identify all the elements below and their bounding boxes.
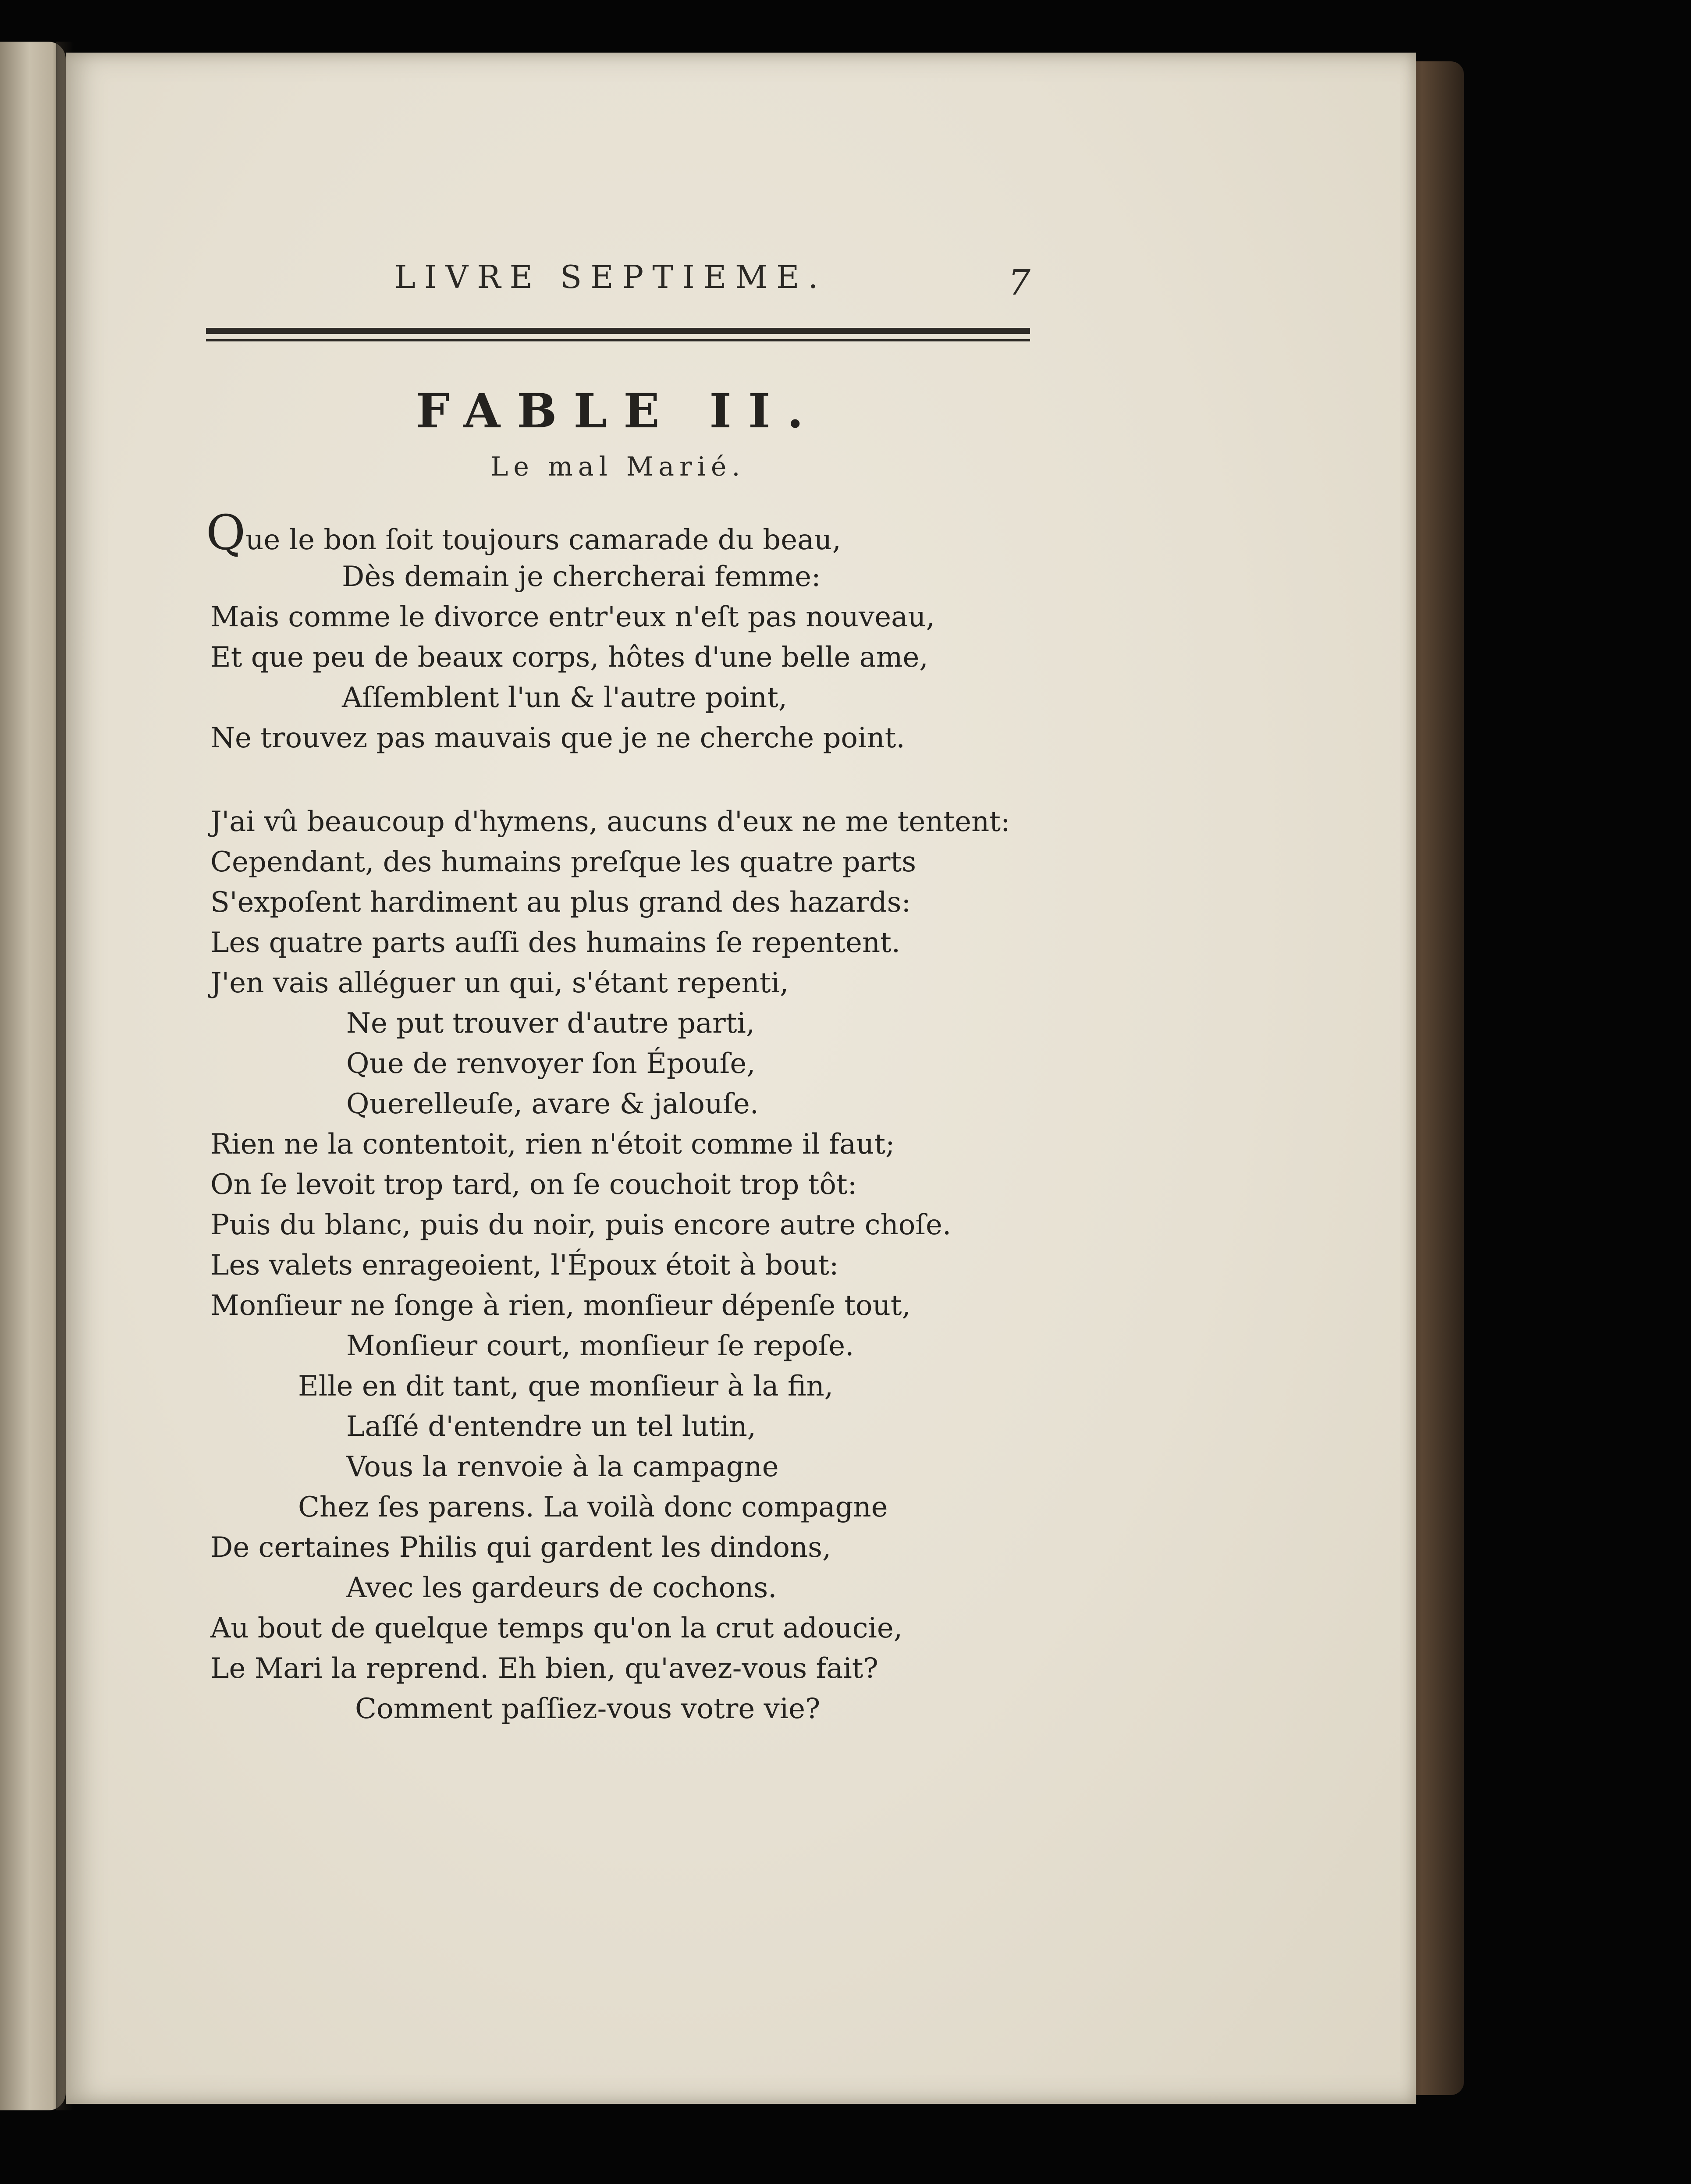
poem-line: Elle en dit tant, que monſieur à la fin, [298, 1370, 834, 1403]
poem-line: S'expoſent hardiment au plus grand des hazards: [210, 886, 911, 919]
poem-line: Le Mari la reprend. Eh bien, qu'avez-vous fait? [210, 1652, 878, 1685]
header-rule-thick [206, 328, 1030, 334]
poem-line: Que de renvoyer ſon Épouſe, [346, 1048, 756, 1080]
poem-line: Mais comme le divorce entr'eux n'eſt pas nouveau, [210, 601, 935, 633]
book-page [66, 53, 1416, 2104]
poem-line: J'ai vû beaucoup d'hymens, aucuns d'eux ne me tentent: [210, 806, 1010, 838]
running-head: LIVRE SEPTIEME. [394, 259, 827, 295]
header-rule-thin [206, 339, 1030, 341]
poem-line: Les valets enrageoient, l'Époux étoit à bout: [210, 1249, 839, 1282]
poem-line: Et que peu de beaux corps, hôtes d'une belle ame, [210, 641, 928, 674]
poem-line: Chez ſes parens. La voilà donc compagne [298, 1491, 888, 1523]
poem-line: Dès demain je chercherai femme: [342, 561, 821, 593]
poem-line: Querelleuſe, avare & jalouſe. [346, 1088, 759, 1120]
poem-line [206, 504, 841, 561]
poem-line: De certaines Philis qui gardent les dindons, [210, 1531, 831, 1564]
page-number: 7 [1008, 262, 1030, 303]
poem-line: Ne trouvez pas mauvais que je ne cherche point. [210, 722, 905, 754]
poem-line: J'en vais alléguer un qui, s'étant repenti, [210, 967, 789, 999]
fable-title: FABLE II. [416, 384, 820, 439]
poem-line: Vous la renvoie à la campagne [346, 1451, 779, 1483]
fable-subtitle: Le mal Marié. [490, 451, 746, 482]
poem-line: Laſſé d'entendre un tel lutin, [346, 1410, 757, 1443]
poem-line: Rien ne la contentoit, rien n'étoit comme il faut; [210, 1128, 895, 1161]
poem-line: Comment paſſiez-vous votre vie? [355, 1693, 821, 1725]
poem-line: Au bout de quelque temps qu'on la crut adoucie, [210, 1612, 903, 1644]
poem-line: Les quatre parts auſſi des humains ſe repentent. [210, 927, 901, 959]
poem-line: Ne put trouver d'autre parti, [346, 1007, 755, 1040]
initial-letter: Q [206, 504, 246, 561]
poem-line: Avec les gardeurs de cochons. [346, 1572, 777, 1604]
poem-line: Cependant, des humains preſque les quatre parts [210, 846, 917, 878]
poem-line: Puis du blanc, puis du noir, puis encore autre choſe. [210, 1209, 952, 1241]
poem-line: On ſe levoit trop tard, on ſe couchoit trop tôt: [210, 1168, 857, 1201]
poem-line: Monſieur court, monſieur ſe repoſe. [346, 1330, 854, 1362]
poem-line: Aſſemblent l'un & l'autre point, [342, 682, 788, 714]
poem-line-text: ue le bon ſoit toujours camarade du beau, [245, 524, 841, 556]
poem-line: Monſieur ne ſonge à rien, monſieur dépenſe tout, [210, 1289, 911, 1322]
